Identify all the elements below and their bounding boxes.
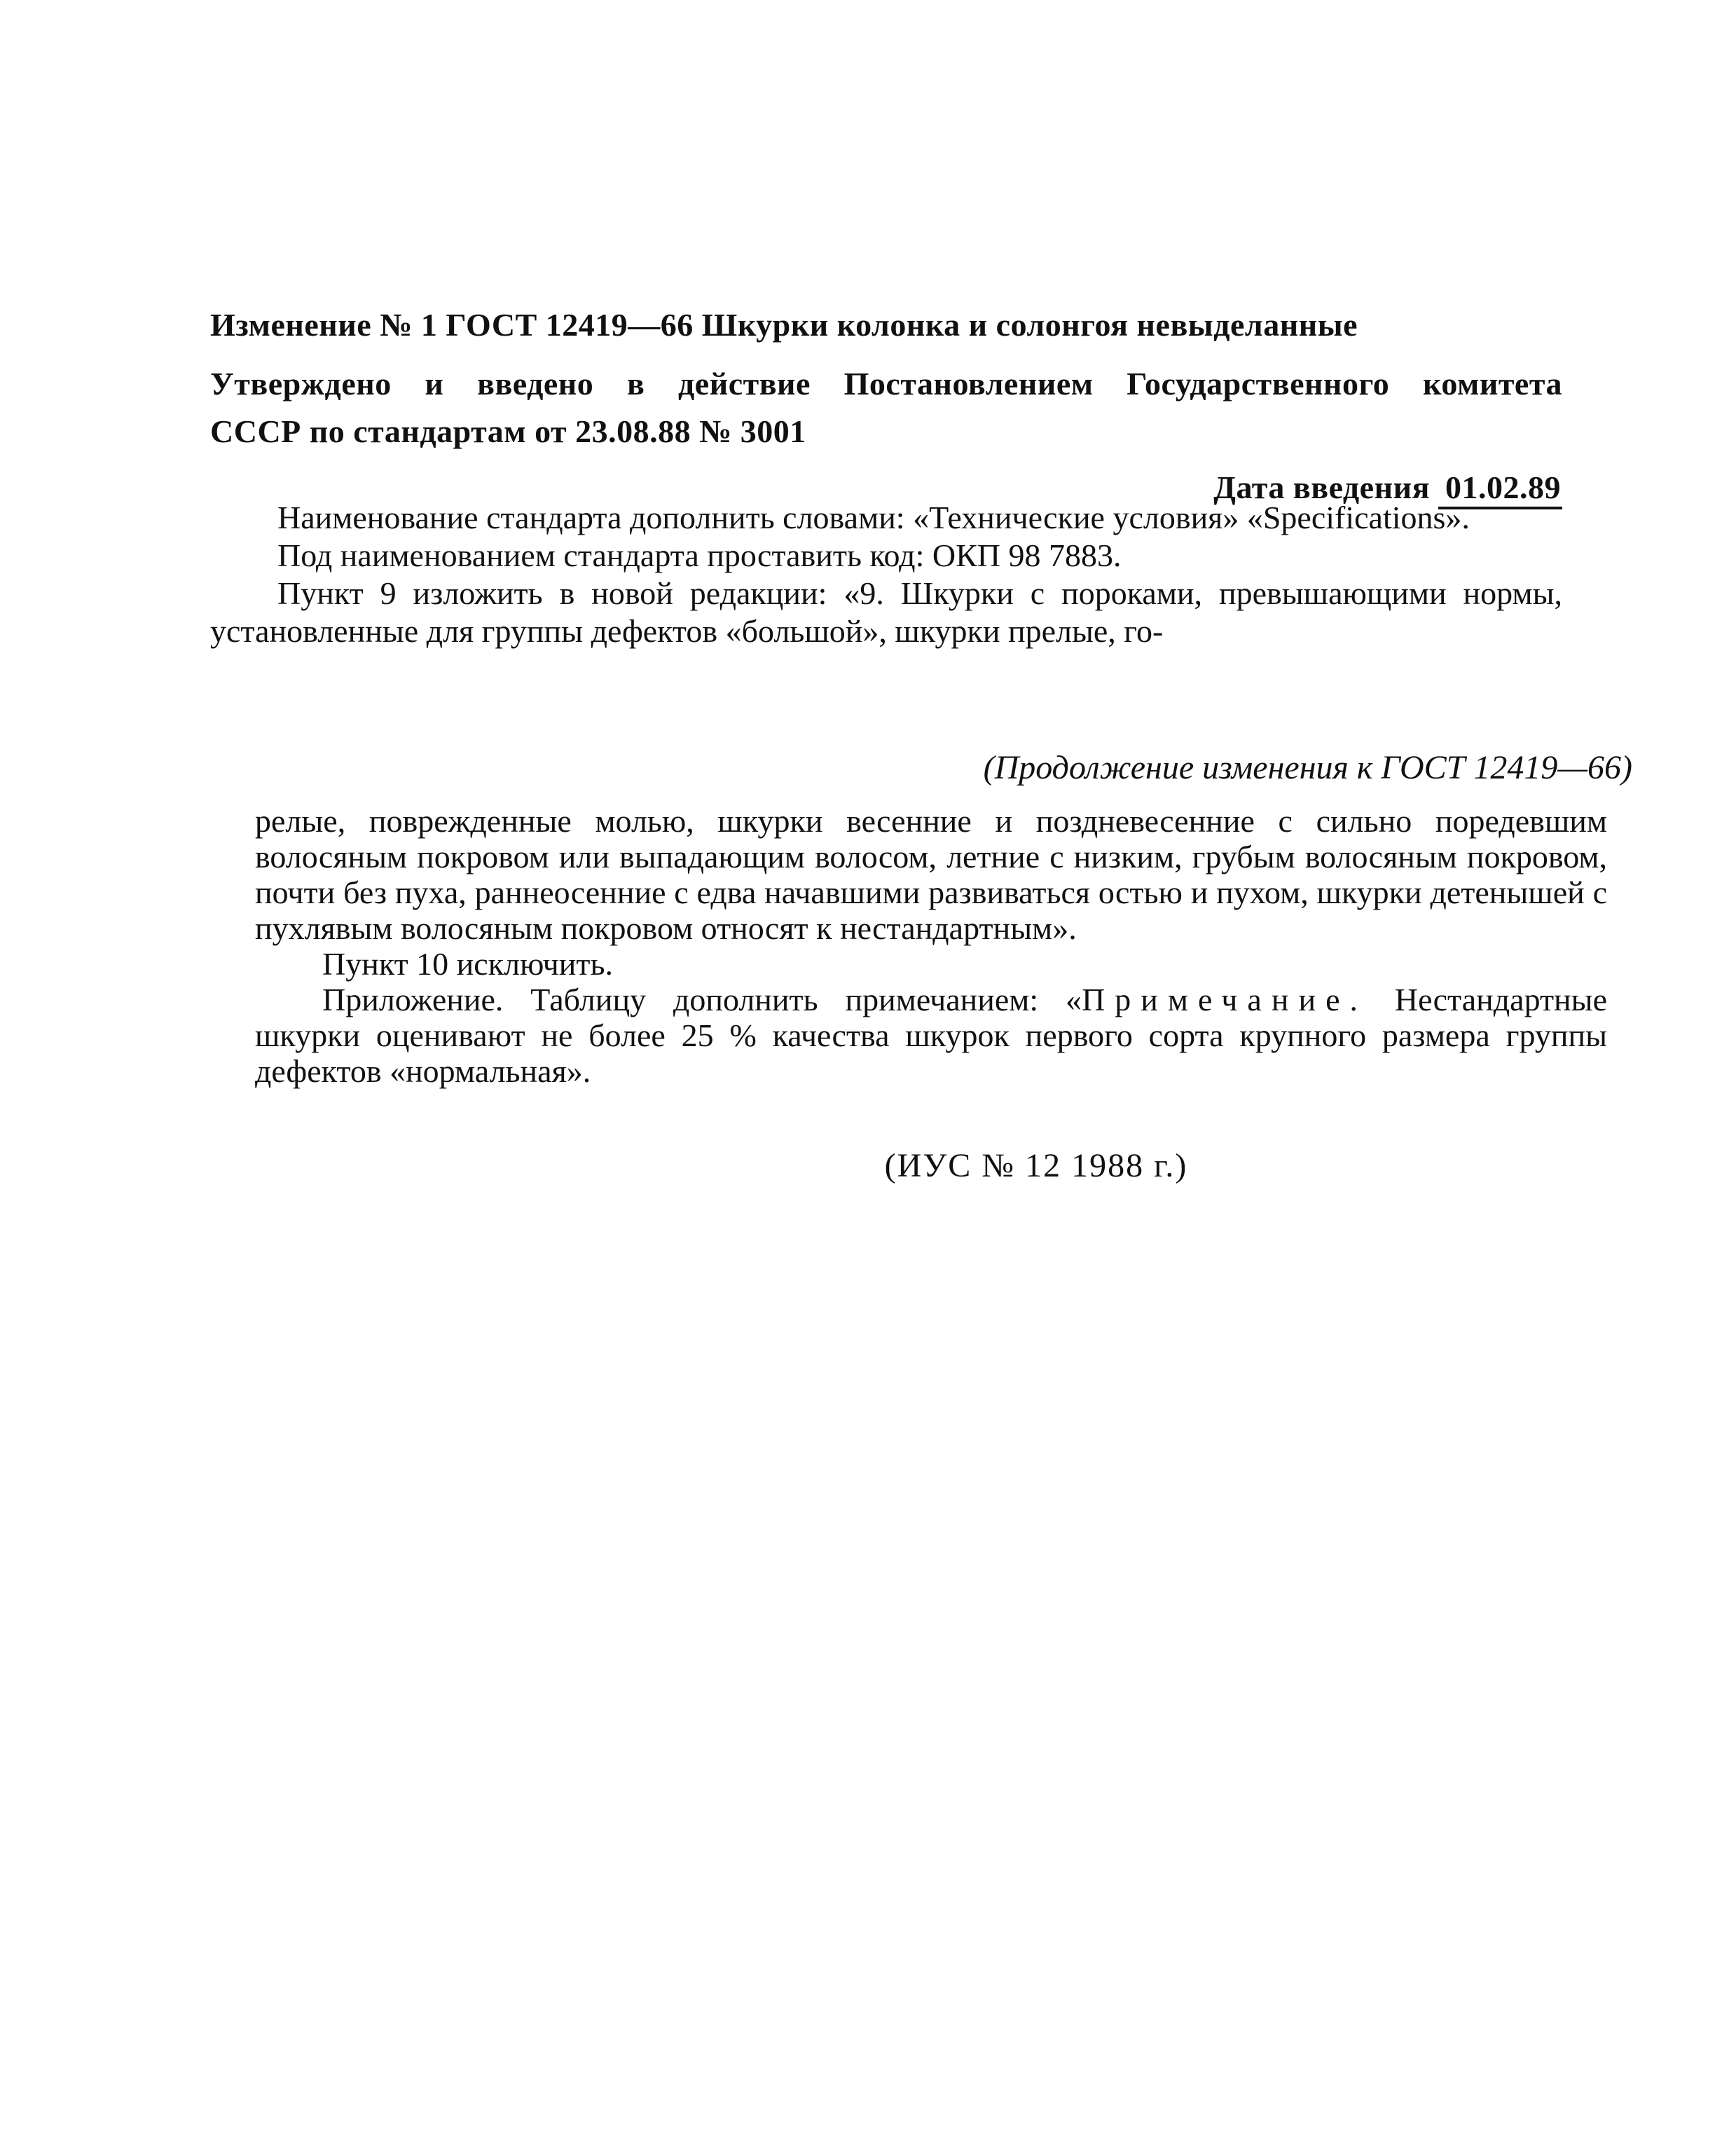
approval-line-2: СССР по стандартам от 23.08.88 № 3001 bbox=[210, 413, 806, 449]
amendment-text-part-1 bbox=[210, 499, 1562, 650]
amendment-header bbox=[210, 300, 1562, 513]
paragraph-appendix-note bbox=[255, 982, 1607, 1089]
amendment-text-part-2 bbox=[255, 803, 1607, 1089]
note-word: Примечание. bbox=[1082, 982, 1368, 1017]
ius-reference bbox=[0, 1146, 1736, 1185]
continuation-note: (Продолжение изменения к ГОСТ 12419—66) bbox=[983, 749, 1632, 786]
paragraph-clause-9-continued: релые, поврежденные молью, шкурки весенние и поздневесенние с сильно поредевшим волосяным покровом или выпадающим волосом, летние с низким, грубым волосяным покровом, почти без пуха, раннеосенние с едва начавшими развиваться остью и пухом, шкурки детенышей с пухлявым волосяным покровом относят к нестандартным». bbox=[255, 803, 1607, 946]
ius-reference-text: (ИУС № 12 1988 г.) bbox=[884, 1147, 1188, 1184]
appendix-note-start: Приложение. Таблицу дополнить примечанием: « bbox=[322, 982, 1082, 1017]
paragraph-name-addition: Наименование стандарта дополнить словами: «Технические условия» «Specifications». bbox=[277, 500, 1470, 535]
appendix-note-end: Нестандартные шкурки оценивают не более 25 % качества шкурок первого сорта крупного размера группы дефектов «нормальная». bbox=[255, 982, 1608, 1089]
effective-date-value: 01.02.89 bbox=[1438, 469, 1562, 509]
approval-line-1: Утверждено и введено в действие Постановлением Государственного комитета bbox=[210, 366, 1562, 402]
paragraph-okp-code: Под наименованием стандарта проставить код: ОКП 98 7883. bbox=[277, 537, 1122, 573]
approval-statement bbox=[210, 360, 1562, 455]
paragraph-clause-10: Пункт 10 исключить. bbox=[322, 946, 613, 982]
amendment-title: Изменение № 1 ГОСТ 12419—66 Шкурки колонка и солонгоя невыделанные bbox=[210, 307, 1358, 343]
paragraph-clause-9: Пункт 9 изложить в новой редакции: «9. Шкурки с пороками, превышающими нормы, установленные для группы дефектов «большой», шкурки прелые, го- bbox=[210, 575, 1562, 649]
effective-date-label: Дата введения bbox=[1213, 469, 1430, 505]
